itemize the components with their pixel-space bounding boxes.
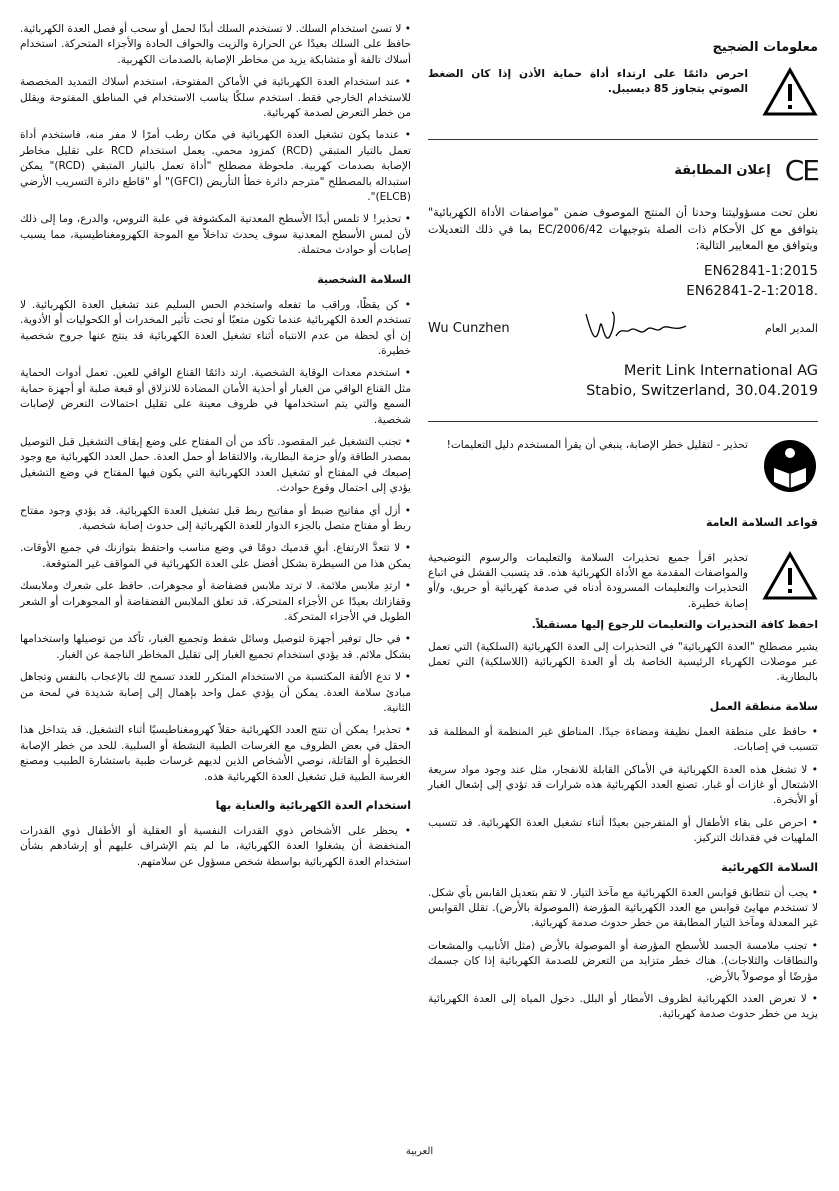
right-column bbox=[428, 22, 818, 1030]
signature-image bbox=[582, 306, 692, 352]
personal-bullet: • ارتدِ ملابس ملائمة. لا ترتد ملابس فضفاضة أو مجوهرات. حافظ على شعرك وملابسك وقفازاتك بعيدًا عن الأجزاء المتحركة. قد تعلق الملابس الفضفاضة أو المجوهرات أو الشعر الطويل في الأجزاء المتحركة. bbox=[20, 580, 411, 623]
signer-name: Wu Cunzhen bbox=[428, 321, 510, 336]
safety-bullet: • لا تسئ استخدام السلك. لا تستخدم السلك أبدًا لحمل أو سحب أو فصل العدة الكهربائية. حافظ على السلك بعيدًا عن الحرارة والزيت والحواف الحادة والأجزاء المتحركة. استخدام أسلاك تالفة أو متشابكة يزيد من مخاطر الإصابة بالصدمات الكهربية. bbox=[20, 23, 411, 66]
manual-warning-box bbox=[428, 438, 818, 494]
warning-triangle-icon bbox=[762, 551, 818, 601]
electrical-bullet: • لا تعرض العدد الكهربائية لظروف الأمطار أو البلل. دخول المياه إلى العدة الكهربائية يزيد من خطر حدوث صدمة كهربائية. bbox=[428, 993, 818, 1021]
electrical-title: السلامة الكهربائية bbox=[721, 860, 818, 874]
standard-2: EN62841-2-1:2018. bbox=[686, 282, 818, 299]
safety-bullet: • عند استخدام العدة الكهربائية في الأماكن المفتوحة، استخدم أسلاك التمديد المخصصة للاستخدام الخارجي فقط. استخدم سلكًا يناسب الاستخدام في المناطق المفتوحة ويقلل من خطر التعرض لصدمة كهربائية. bbox=[20, 76, 411, 120]
personal-safety-title: السلامة الشخصية bbox=[317, 272, 411, 286]
standard-1: EN62841-1:2015 bbox=[704, 262, 818, 279]
signer-title: المدير العام bbox=[764, 322, 818, 335]
place-date: Stabio, Switzerland, 30.04.2019 bbox=[586, 382, 818, 399]
use-care-title: استخدام العدة الكهربائية والعناية بها bbox=[215, 799, 411, 813]
safety-bullet: • تحذير! لا تلمس أبدًا الأسطح المعدنية المكشوفة في علبة التروس، والدرع، وما إلى ذلك لأن لمس الأسطح المعدنية سوف يحدث تداخلاً مع الموجة الكهرومغناطيسية، مما يسبب إصابات أو حوادث محتملة. bbox=[20, 213, 411, 257]
general-rules-title: قواعد السلامة العامة bbox=[705, 515, 818, 529]
general-warning-box bbox=[428, 551, 818, 619]
left-column bbox=[20, 22, 411, 877]
personal-bullet: • لا تدع الألفة المكتسبة من الاستخدام المتكرر للعدد تسمح لك بالإعجاب بالنفس وتجاهل مبادئ سلامة العدة. يمكن أن يؤدي عمل واحد بإهمال إلى إصابة شديدة في لمحة من الثانية. bbox=[20, 671, 411, 715]
conformity-text: نعلن تحت مسؤوليتنا وحدنا أن المنتج الموصوف ضمن "مواصفات الأداة الكهربائية" يتوافق مع كل الأحكام ذات الصلة بتوجيهات 2006/42/EC بما في ذلك التعديلات ويتوافق مع المعايير التالية: bbox=[428, 206, 818, 252]
work-area-bullet: • حافظ على منطقة العمل نظيفة ومضاءة جيدًا. المناطق غير المنظمة أو المظلمة قد تتسبب في إصابات. bbox=[428, 725, 818, 754]
general-warning-text: تحذير اقرأ جميع تحذيرات السلامة والتعليمات والرسوم التوضيحية والمواصفات المقدمة مع الأداة الكهربائية هذه. قد يتسبب الفشل في اتباع التحذيرات والتعليمات المسرودة أدناه في صدمة كهربائية أو حريق، و/أو إصابة خطيرة. bbox=[428, 551, 748, 610]
conformity-header bbox=[428, 154, 818, 187]
ce-mark: CE bbox=[784, 154, 818, 187]
company-name: Merit Link International AG bbox=[623, 362, 818, 379]
personal-bullet: • كن يقظًا، وراقب ما تفعله واستخدم الحس السليم عند تشغيل العدة الكهربائية. لا تستخدم العدة الكهربائية عندما تكون متعبًا أو تحت تأثير المخدرات أو الكحوليات أو الأدوية. إن أي لحظة من عدم الانتباه أثناء تشغيل العدة الكهربائية قد ينتج عنها جروح شخصية خطيرة. bbox=[20, 298, 411, 357]
electrical-bullet: • يجب أن تتطابق قوابس العدة الكهربائية مع مآخذ التيار. لا تقم بتعديل القابس بأي شكل. لا تستخدم مهايئ قوابس مع العدد الكهربائية المؤرضة (الموصولة بالأرض). تقلل القوابس غير المعدلة ومآخذ التيار المطابقة من خطر حدوث صدمة كهربائية. bbox=[428, 886, 818, 930]
work-area-bullet: • احرص على بقاء الأطفال أو المتفرجين بعيدًا أثناء تشغيل العدة الكهربائية. قد تتسبب الملهيات في فقدانك التركيز. bbox=[428, 816, 818, 845]
work-area-bullet: • لا تشغل هذه العدة الكهربائية في الأماكن القابلة للانفجار، مثل عند وجود مواد سريعة الاشتعال أو غازات أو غبار. تصنع العدد الكهربائية هذه شرارات قد تؤدي إلى إشعال الغبار أو الأبخرة. bbox=[428, 763, 818, 807]
noise-title: معلومات الضجيج bbox=[712, 40, 818, 55]
personal-bullet: • في حال توفير أجهزة لتوصيل وسائل شفط وتجميع الغبار، تأكد من توصيلها واستخدامها بشكل ملائم. قد يؤدي استخدام تجميع الغبار إلى تقليل المخاطر الناجمة عن الغبار. bbox=[20, 633, 411, 661]
keep-instructions: احفظ كافة التحذيرات والتعليمات للرجوع إليها مستقبلاً. bbox=[531, 619, 818, 632]
use-care-bullet: • يحظر على الأشخاص ذوي القدرات النفسية أو العقلية أو الأطفال ذوي القدرات المنخفضة أن يشغلوا العدة الكهربائية، ما لم يتم الإشراف عليهم أو إرشادهم بشأن استخدام العدة الكهربائية بواسطة شخص مسؤول عن سلامتهم. bbox=[20, 825, 411, 868]
personal-bullet: • استخدم معدات الوقاية الشخصية. ارتد دائمًا القناع الواقي للعين. تعمل أدوات الحماية مثل القناع الواقي من الغبار أو أحذية الأمان المضادة للانزلاق أو قبعة صلبة أو أجهزة حماية السمع والتي يتم استخدامها في ظروف معينة على تقليل احتمالات التعرض لإصابات شخصية. bbox=[20, 367, 411, 426]
work-area-title: سلامة منطقة العمل bbox=[709, 699, 818, 713]
conformity-title: إعلان المطابقة bbox=[674, 163, 771, 178]
term-definition: يشير مصطلح "العدة الكهربائية" في التحذيرات إلى العدة الكهربائية (السلكية) التي تعمل عبر موصلات الكهرباء الرئيسية الخاصة بك أو العدة الكهربائية (اللاسلكية) التي تعمل بالبطارية. bbox=[428, 640, 818, 684]
signature-row bbox=[428, 301, 818, 357]
safety-bullet: • عندما يكون تشغيل العدة الكهربائية في مكان رطب أمرًا لا مفر منه، فاستخدم أداة تعمل بالتيار المتبقي (RCD) كمزود محمي. يعمل استخدام RCD على تقليل مخاطر الإصابة بصدمات كهربية. ملحوظة مصطلح "أداة تعمل بالتيار المتبقي (RCD)" يمكن استبداله بالمصطلح "مترجم دائرة خطأ التأريض (GFCI)" أو "قاطع دائرة التسريب الأرضي (ELCB)". bbox=[20, 129, 412, 204]
personal-bullet: • تجنب التشغيل غير المقصود. تأكد من أن المفتاح على وضع إيقاف التشغيل قبل التوصيل بمصدر الطاقة و/أو حزمة البطارية، والالتقاط أو حمل العدة. حمل العدد الكهربائية مع وجود إصبعك في المفتاح أو تشغيل العدد الكهربائية التي يكون فيها المفتاح في وضع التشغيل يؤدي إلى احتمال وقوع حوادث. bbox=[20, 435, 411, 495]
personal-bullet: • أزل أي مفاتيح ضبط أو مفاتيح ربط قبل تشغيل العدة الكهربائية. قد يؤدي وجود مفتاح ربط أو مفتاح متصل بالجزء الدوار للعدة الكهربائية إلى حدوث إصابة شخصية. bbox=[20, 504, 411, 532]
personal-bullet: • لا تتعدَّ الارتفاع. أبقِ قدميك دومًا في وضع مناسب واحتفظ بتوازنك في جميع الأوقات. يمكن هذا من السيطرة بشكل أفضل على العدة الكهربائية في المواقف غير المتوقعة. bbox=[20, 542, 411, 570]
electrical-bullet: • تجنب ملامسة الجسد للأسطح المؤرضة أو الموصولة بالأرض (مثل الأنابيب والمشعات والنطاقات والثلاجات). هناك خطر متزايد من التعرض للصدمة الكهربائية إذا كان جسمك مؤرضًا أو موصولاً بالأرض. bbox=[428, 939, 818, 983]
noise-text: احرص دائمًا على ارتداء أداة حماية الأذن إذا كان الضغط الصوتي يتجاوز 85 ديسيبل. bbox=[428, 68, 748, 96]
noise-box bbox=[428, 67, 818, 117]
read-manual-icon bbox=[762, 438, 818, 494]
personal-bullet: • تحذير! يمكن أن تنتج العدد الكهربائية حقلاً كهرومغناطيسيًا أثناء التشغيل. قد يتداخل هذا الحقل في بعض الظروف مع الغرسات الطبية النشطة أو السلبية. للحد من خطر الإصابة الخطيرة أو القاتلة، نوصي الأشخاص الذين لديهم غرسات طبية باستشارة الطبيب ومصنع الغرسة الطبية قبل تشغيل العدة الكهربائية هذه. bbox=[20, 724, 411, 783]
page-footer-language: العربية bbox=[405, 1146, 434, 1157]
manual-warning-text: تحذير - لتقليل خطر الإصابة، ينبغي أن يقرأ المستخدم دليل التعليمات! bbox=[446, 438, 748, 451]
warning-triangle-icon bbox=[762, 67, 818, 117]
